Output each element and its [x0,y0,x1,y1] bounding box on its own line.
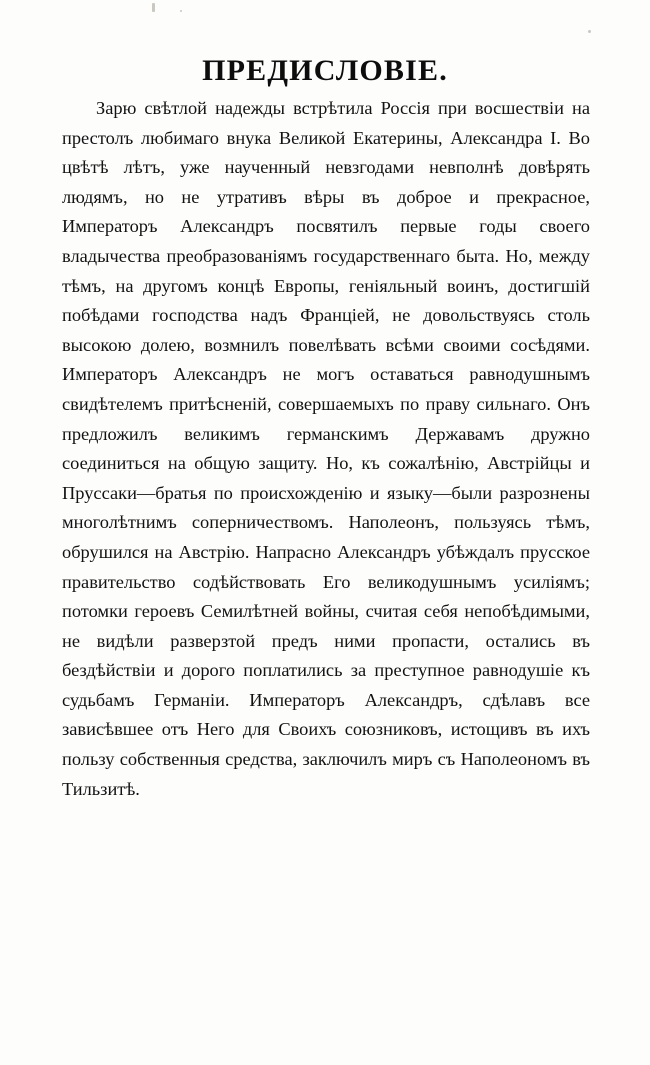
page-title: ПРЕДИСЛОВІЕ. [202,54,448,88]
body-text [62,94,590,804]
scan-speck-icon [180,10,182,12]
scan-speck-icon [152,3,155,12]
paragraph: Зарю свѣтлой надежды встрѣтила Россія при восшествіи на престолъ любимаго внука Великой Екатерины, Александра I. Во цвѣтѣ лѣтъ, уже наученный невзгодами невполнѣ довѣрять людямъ, но не утративъ вѣры въ доброе и прекрасное, Императоръ Александръ посвятилъ первые годы своего владычества преобразованіямъ государственнаго быта. Но, между тѣмъ, на другомъ концѣ Европы, геніяльный воинъ, достигшій побѣдами господства надъ Франціей, не довольствуясь столь высокою долею, возмнилъ повелѣвать всѣми своими сосѣдями. Императоръ Александръ не могъ оставаться равнодушнымъ свидѣтелемъ притѣсненій, совершаемыхъ по праву сильнаго. Онъ предложилъ великимъ германскимъ Державамъ дружно соединиться на общую защиту. Но, къ сожалѣнію, Австрійцы и Пруссаки—братья по происхожденію и языку—были разрознены многолѣтнимъ соперничествомъ. Наполеонъ, пользуясь тѣмъ, обрушился на Австрію. Напрасно Александръ убѣждалъ прусское правительство содѣйствовать Его великодушнымъ усиліямъ; потомки героевъ Семилѣтней войны, считая себя непобѣдимыми, не видѣли разверзтой предъ ними пропасти, остались въ бездѣйствіи и дорого поплатились за преступное равнодушіе къ судьбамъ Германіи. Императоръ Александръ, сдѣлавъ все зависѣвшее отъ Него для Своихъ союзниковъ, истощивъ въ ихъ пользу собственныя средства, заключилъ миръ съ Наполеономъ въ Тильзитѣ. [62,98,590,799]
scan-speck-icon [588,30,591,33]
